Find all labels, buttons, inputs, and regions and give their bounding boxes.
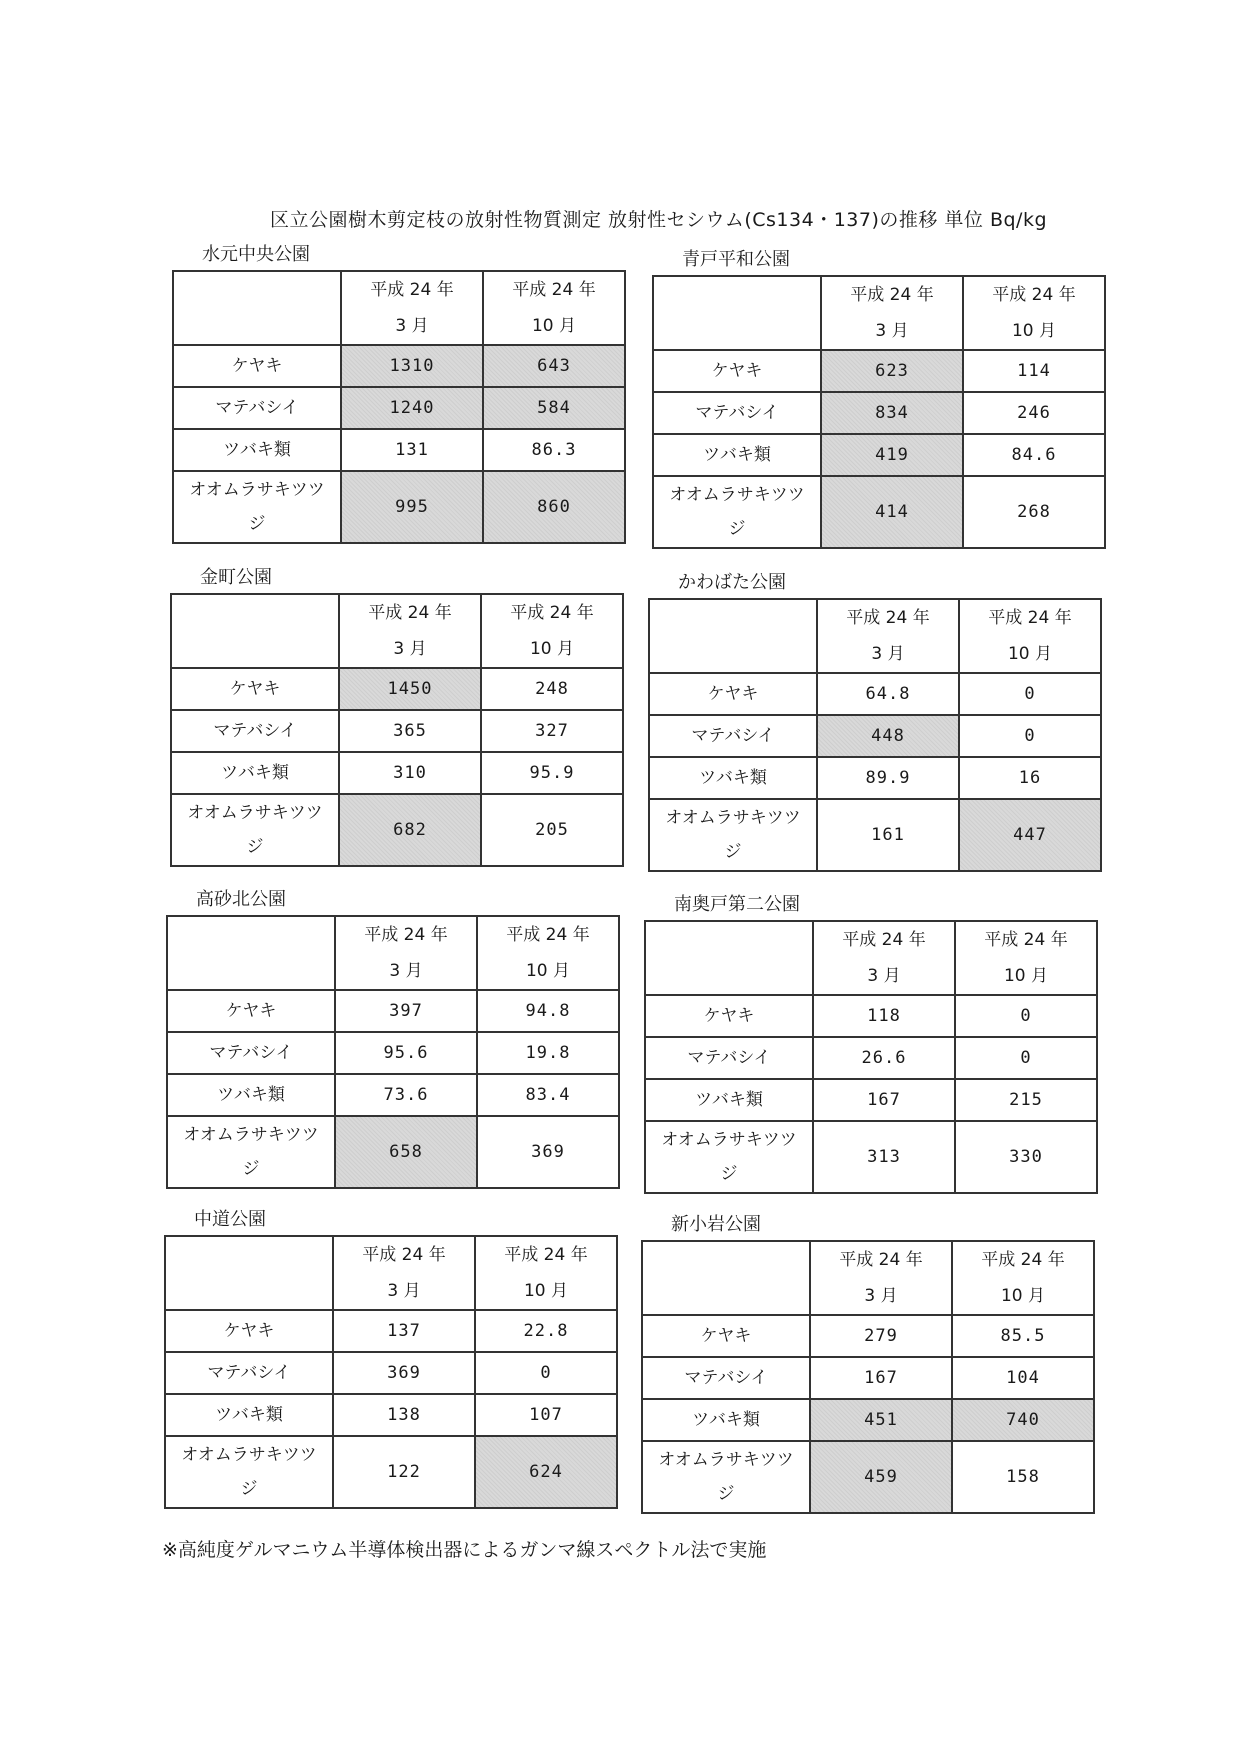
value-cell: 0 [955, 995, 1097, 1037]
header-year: 平成 24 年 [850, 285, 934, 305]
tree-name-cell: マテバシイ [165, 1352, 333, 1394]
table-row [642, 1441, 1094, 1513]
value-cell: 158 [952, 1441, 1094, 1513]
park-section [172, 240, 632, 544]
tree-name-cell [642, 1441, 810, 1513]
header-month: 3 月 [387, 1281, 421, 1301]
tree-name-cell: マテバシイ [167, 1032, 335, 1074]
value-cell: 310 [339, 752, 481, 794]
value-cell: 369 [477, 1116, 619, 1188]
header-october [475, 1236, 617, 1310]
tree-name: ジ [717, 1484, 735, 1504]
value-cell: 248 [481, 668, 623, 710]
park-section [644, 890, 1104, 1194]
park-section [648, 568, 1108, 872]
value-cell: 138 [333, 1394, 475, 1436]
park-section [164, 1205, 624, 1509]
tree-name-cell: ツバキ類 [165, 1394, 333, 1436]
tree-name-cell: ケヤキ [165, 1310, 333, 1352]
tree-name-cell: マテバシイ [645, 1037, 813, 1079]
value-cell: 104 [952, 1357, 1094, 1399]
value-cell: 643 [483, 345, 625, 387]
tree-name-cell: ケヤキ [173, 345, 341, 387]
header-empty-cell [173, 271, 341, 345]
table-row [645, 1079, 1097, 1121]
measurement-table [170, 593, 624, 867]
value-cell: 26.6 [813, 1037, 955, 1079]
tree-name: オオムラサキツツ [183, 1125, 319, 1145]
table-header-row [165, 1236, 617, 1310]
table-row [649, 799, 1101, 871]
header-march [821, 276, 963, 350]
header-year: 平成 24 年 [504, 1245, 588, 1265]
header-empty-cell [649, 599, 817, 673]
table-row [167, 1032, 619, 1074]
value-cell: 447 [959, 799, 1101, 871]
value-cell: 1310 [341, 345, 483, 387]
tree-name-cell [167, 1116, 335, 1188]
value-cell: 624 [475, 1436, 617, 1508]
tree-name-cell: マテバシイ [653, 392, 821, 434]
value-cell: 64.8 [817, 673, 959, 715]
table-row [653, 392, 1105, 434]
value-cell: 83.4 [477, 1074, 619, 1116]
value-cell: 131 [341, 429, 483, 471]
header-year: 平成 24 年 [842, 930, 926, 950]
value-cell: 73.6 [335, 1074, 477, 1116]
table-row [167, 990, 619, 1032]
tree-name-cell: ツバキ類 [167, 1074, 335, 1116]
tree-name-cell: ケヤキ [642, 1315, 810, 1357]
footnote: ※高純度ゲルマニウム半導体検出器によるガンマ線スペクトル法で実施 [162, 1539, 767, 1561]
value-cell: 995 [341, 471, 483, 543]
table-row [167, 1074, 619, 1116]
value-cell: 95.6 [335, 1032, 477, 1074]
park-section [652, 245, 1112, 549]
tree-name-cell: ツバキ類 [171, 752, 339, 794]
table-row [642, 1357, 1094, 1399]
header-year: 平成 24 年 [364, 925, 448, 945]
value-cell: 1450 [339, 668, 481, 710]
header-month: 10 月 [529, 639, 575, 659]
header-march [339, 594, 481, 668]
header-month: 10 月 [525, 961, 571, 981]
value-cell: 22.8 [475, 1310, 617, 1352]
table-row [653, 434, 1105, 476]
value-cell: 122 [333, 1436, 475, 1508]
tree-name-cell: マテバシイ [649, 715, 817, 757]
park-name: 高砂北公園 [196, 889, 286, 910]
measurement-table [641, 1240, 1095, 1514]
value-cell: 1240 [341, 387, 483, 429]
header-month: 10 月 [1007, 644, 1053, 664]
header-october [955, 921, 1097, 995]
tree-name: オオムラサキツツ [658, 1450, 794, 1470]
measurement-table [644, 920, 1098, 1194]
tree-name-cell: マテバシイ [173, 387, 341, 429]
tree-name: オオムラサキツツ [189, 480, 325, 500]
value-cell: 0 [959, 673, 1101, 715]
header-month: 10 月 [531, 316, 577, 336]
table-row [171, 668, 623, 710]
value-cell: 215 [955, 1079, 1097, 1121]
value-cell: 246 [963, 392, 1105, 434]
value-cell: 365 [339, 710, 481, 752]
tree-name-cell [653, 476, 821, 548]
measurement-table [166, 915, 620, 1189]
tree-name-cell: ツバキ類 [653, 434, 821, 476]
measurement-table [164, 1235, 618, 1509]
value-cell: 313 [813, 1121, 955, 1193]
header-empty-cell [167, 916, 335, 990]
table-row [653, 476, 1105, 548]
tree-name-cell: マテバシイ [171, 710, 339, 752]
tree-name-cell: ツバキ類 [645, 1079, 813, 1121]
value-cell: 414 [821, 476, 963, 548]
header-march [810, 1241, 952, 1315]
tree-name: ジ [248, 514, 266, 534]
tree-name: オオムラサキツツ [669, 485, 805, 505]
header-empty-cell [645, 921, 813, 995]
table-row [649, 673, 1101, 715]
table-row [165, 1310, 617, 1352]
table-row [165, 1436, 617, 1508]
table-row [645, 1037, 1097, 1079]
header-year: 平成 24 年 [992, 285, 1076, 305]
header-march [333, 1236, 475, 1310]
value-cell: 137 [333, 1310, 475, 1352]
header-month: 10 月 [1003, 966, 1049, 986]
value-cell: 167 [813, 1079, 955, 1121]
table-row [649, 757, 1101, 799]
tree-name-cell [645, 1121, 813, 1193]
table-row [649, 715, 1101, 757]
table-row [653, 350, 1105, 392]
table-header-row [645, 921, 1097, 995]
park-name: かわばた公園 [678, 572, 786, 593]
value-cell: 0 [955, 1037, 1097, 1079]
measurement-table [648, 598, 1102, 872]
tree-name-cell [649, 799, 817, 871]
header-month: 3 月 [395, 316, 429, 336]
value-cell: 0 [475, 1352, 617, 1394]
measurement-table [172, 270, 626, 544]
park-section [170, 563, 630, 867]
table-row [173, 387, 625, 429]
header-year: 平成 24 年 [839, 1250, 923, 1270]
tree-name: ジ [240, 1479, 258, 1499]
header-year: 平成 24 年 [981, 1250, 1065, 1270]
value-cell: 369 [333, 1352, 475, 1394]
value-cell: 682 [339, 794, 481, 866]
measurement-table [652, 275, 1106, 549]
header-month: 3 月 [389, 961, 423, 981]
header-month: 3 月 [867, 966, 901, 986]
page-title: 区立公園樹木剪定枝の放射性物質測定 放射性セシウム(Cs134・137)の推移 単位 Bq/kg [270, 209, 1048, 231]
table-row [642, 1315, 1094, 1357]
value-cell: 161 [817, 799, 959, 871]
header-month: 10 月 [1011, 321, 1057, 341]
tree-name-cell: ケヤキ [167, 990, 335, 1032]
header-month: 3 月 [871, 644, 905, 664]
table-row [173, 429, 625, 471]
header-month: 10 月 [523, 1281, 569, 1301]
value-cell: 16 [959, 757, 1101, 799]
value-cell: 279 [810, 1315, 952, 1357]
value-cell: 397 [335, 990, 477, 1032]
table-header-row [653, 276, 1105, 350]
header-empty-cell [171, 594, 339, 668]
value-cell: 330 [955, 1121, 1097, 1193]
tree-name: オオムラサキツツ [187, 803, 323, 823]
header-march [335, 916, 477, 990]
table-header-row [167, 916, 619, 990]
header-march [817, 599, 959, 673]
header-month: 3 月 [875, 321, 909, 341]
header-empty-cell [642, 1241, 810, 1315]
tree-name-cell: ケヤキ [649, 673, 817, 715]
header-march [813, 921, 955, 995]
tree-name-cell: マテバシイ [642, 1357, 810, 1399]
header-march [341, 271, 483, 345]
table-row [645, 1121, 1097, 1193]
tree-name: ジ [724, 842, 742, 862]
tree-name-cell [171, 794, 339, 866]
table-row [165, 1394, 617, 1436]
value-cell: 834 [821, 392, 963, 434]
header-october [959, 599, 1101, 673]
park-section [166, 885, 626, 1189]
value-cell: 451 [810, 1399, 952, 1441]
table-row [173, 345, 625, 387]
header-year: 平成 24 年 [984, 930, 1068, 950]
park-name: 南奥戸第二公園 [674, 894, 800, 915]
header-empty-cell [165, 1236, 333, 1310]
value-cell: 623 [821, 350, 963, 392]
value-cell: 584 [483, 387, 625, 429]
value-cell: 448 [817, 715, 959, 757]
park-section [641, 1210, 1101, 1514]
tree-name: ジ [246, 837, 264, 857]
value-cell: 740 [952, 1399, 1094, 1441]
table-row [173, 471, 625, 543]
park-name: 新小岩公園 [671, 1214, 761, 1235]
value-cell: 327 [481, 710, 623, 752]
header-year: 平成 24 年 [368, 603, 452, 623]
table-row [645, 995, 1097, 1037]
tree-name-cell: ケヤキ [653, 350, 821, 392]
value-cell: 860 [483, 471, 625, 543]
tree-name-cell [165, 1436, 333, 1508]
value-cell: 459 [810, 1441, 952, 1513]
value-cell: 658 [335, 1116, 477, 1188]
park-name: 金町公園 [200, 567, 272, 588]
table-row [642, 1399, 1094, 1441]
table-row [171, 752, 623, 794]
header-october [477, 916, 619, 990]
table-header-row [649, 599, 1101, 673]
header-year: 平成 24 年 [370, 280, 454, 300]
value-cell: 0 [959, 715, 1101, 757]
header-year: 平成 24 年 [846, 608, 930, 628]
park-name: 中道公園 [194, 1209, 266, 1230]
header-october [952, 1241, 1094, 1315]
value-cell: 118 [813, 995, 955, 1037]
value-cell: 19.8 [477, 1032, 619, 1074]
value-cell: 95.9 [481, 752, 623, 794]
header-october [963, 276, 1105, 350]
tree-name-cell: ツバキ類 [642, 1399, 810, 1441]
tree-name-cell: ツバキ類 [649, 757, 817, 799]
value-cell: 85.5 [952, 1315, 1094, 1357]
tree-name: オオムラサキツツ [181, 1445, 317, 1465]
header-year: 平成 24 年 [362, 1245, 446, 1265]
header-year: 平成 24 年 [506, 925, 590, 945]
tree-name-cell: ツバキ類 [173, 429, 341, 471]
park-name: 青戸平和公園 [682, 249, 790, 270]
value-cell: 268 [963, 476, 1105, 548]
table-header-row [171, 594, 623, 668]
table-row [171, 794, 623, 866]
tree-name: オオムラサキツツ [665, 808, 801, 828]
value-cell: 86.3 [483, 429, 625, 471]
value-cell: 89.9 [817, 757, 959, 799]
tree-name-cell: ケヤキ [645, 995, 813, 1037]
table-row [165, 1352, 617, 1394]
table-header-row [642, 1241, 1094, 1315]
tree-name-cell [173, 471, 341, 543]
header-empty-cell [653, 276, 821, 350]
header-october [481, 594, 623, 668]
header-year: 平成 24 年 [988, 608, 1072, 628]
header-month: 3 月 [864, 1286, 898, 1306]
header-october [483, 271, 625, 345]
tree-name: ジ [242, 1159, 260, 1179]
tree-name-cell: ケヤキ [171, 668, 339, 710]
table-row [167, 1116, 619, 1188]
value-cell: 167 [810, 1357, 952, 1399]
header-year: 平成 24 年 [510, 603, 594, 623]
value-cell: 84.6 [963, 434, 1105, 476]
header-year: 平成 24 年 [512, 280, 596, 300]
tree-name: ジ [728, 519, 746, 539]
table-row [171, 710, 623, 752]
tree-name: オオムラサキツツ [661, 1130, 797, 1150]
tree-name: ジ [720, 1164, 738, 1184]
value-cell: 114 [963, 350, 1105, 392]
park-name: 水元中央公園 [202, 244, 310, 265]
value-cell: 205 [481, 794, 623, 866]
header-month: 10 月 [1000, 1286, 1046, 1306]
value-cell: 94.8 [477, 990, 619, 1032]
table-header-row [173, 271, 625, 345]
value-cell: 107 [475, 1394, 617, 1436]
header-month: 3 月 [393, 639, 427, 659]
value-cell: 419 [821, 434, 963, 476]
